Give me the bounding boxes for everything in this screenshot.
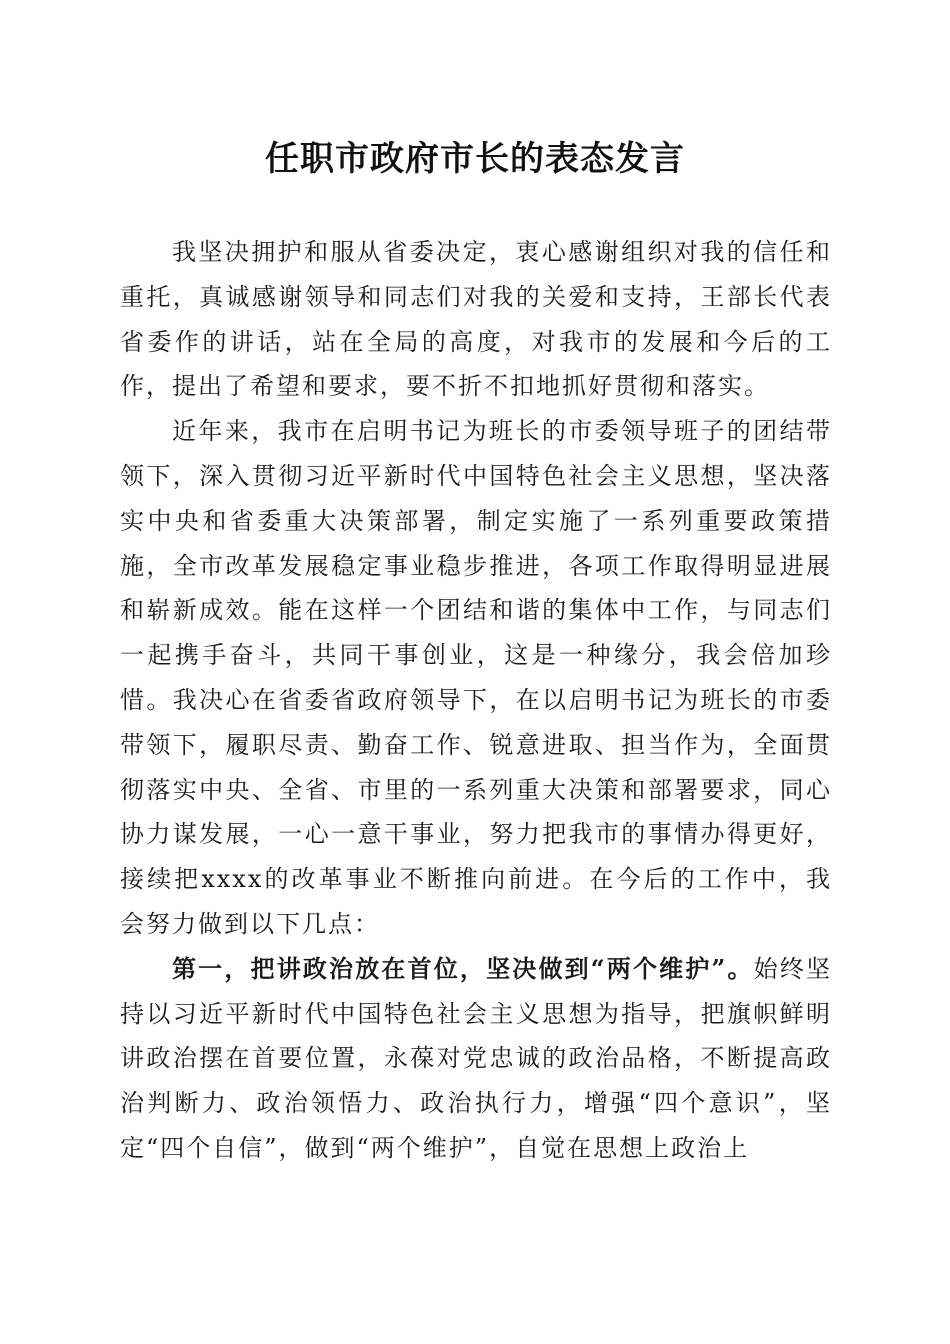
paragraph-3-lead: 第一，把讲政治放在首位，坚决做到“两个维护”。 xyxy=(172,953,754,983)
paragraph-1 xyxy=(120,230,832,409)
paragraph-3 xyxy=(120,947,832,1171)
document-body xyxy=(120,230,832,1171)
paragraph-2-text: 近年来，我市在启明书记为班长的市委领导班子的团结带领下，深入贯彻习近平新时代中国特色社会主义思想，坚决落实中央和省委重大决策部署，制定实施了一系列重要政策措施，全市改革发展稳定事业稳步推进，各项工作取得明显进展和崭新成效。能在这样一个团结和谐的集体中工作，与同志们一起携手奋斗，共同干事创业，这是一种缘分，我会倍加珍惜。我决心在省委省政府领导下，在以启明书记为班长的市委带领下，履职尽责、勤奋工作、锐意进取、担当作为，全面贯彻落实中央、全省、市里的一系列重大决策和部署要求，同心协力谋发展，一心一意干事业，努力把我市的事情办得更好，接续把xxxx的改革事业不断推向前进。在今后的工作中，我会努力做到以下几点： xyxy=(120,417,832,938)
paragraph-1-text: 我坚决拥护和服从省委决定，衷心感谢组织对我的信任和重托，真诚感谢领导和同志们对我的关爱和支持，王部长代表省委作的讲话，站在全局的高度，对我市的发展和今后的工作，提出了希望和要求，要不折不扣地抓好贯彻和落实。 xyxy=(120,238,832,401)
paragraph-3-text: 始终坚持以习近平新时代中国特色社会主义思想为指导，把旗帜鲜明讲政治摆在首要位置，永葆对党忠诚的政治品格，不断提高政治判断力、政治领悟力、政治执行力，增强“四个意识”，坚定“四个自信”，做到“两个维护”，自觉在思想上政治上 xyxy=(120,954,833,1162)
document-title: 任职市政府市长的表态发言 xyxy=(265,139,685,179)
paragraph-2 xyxy=(120,409,832,947)
